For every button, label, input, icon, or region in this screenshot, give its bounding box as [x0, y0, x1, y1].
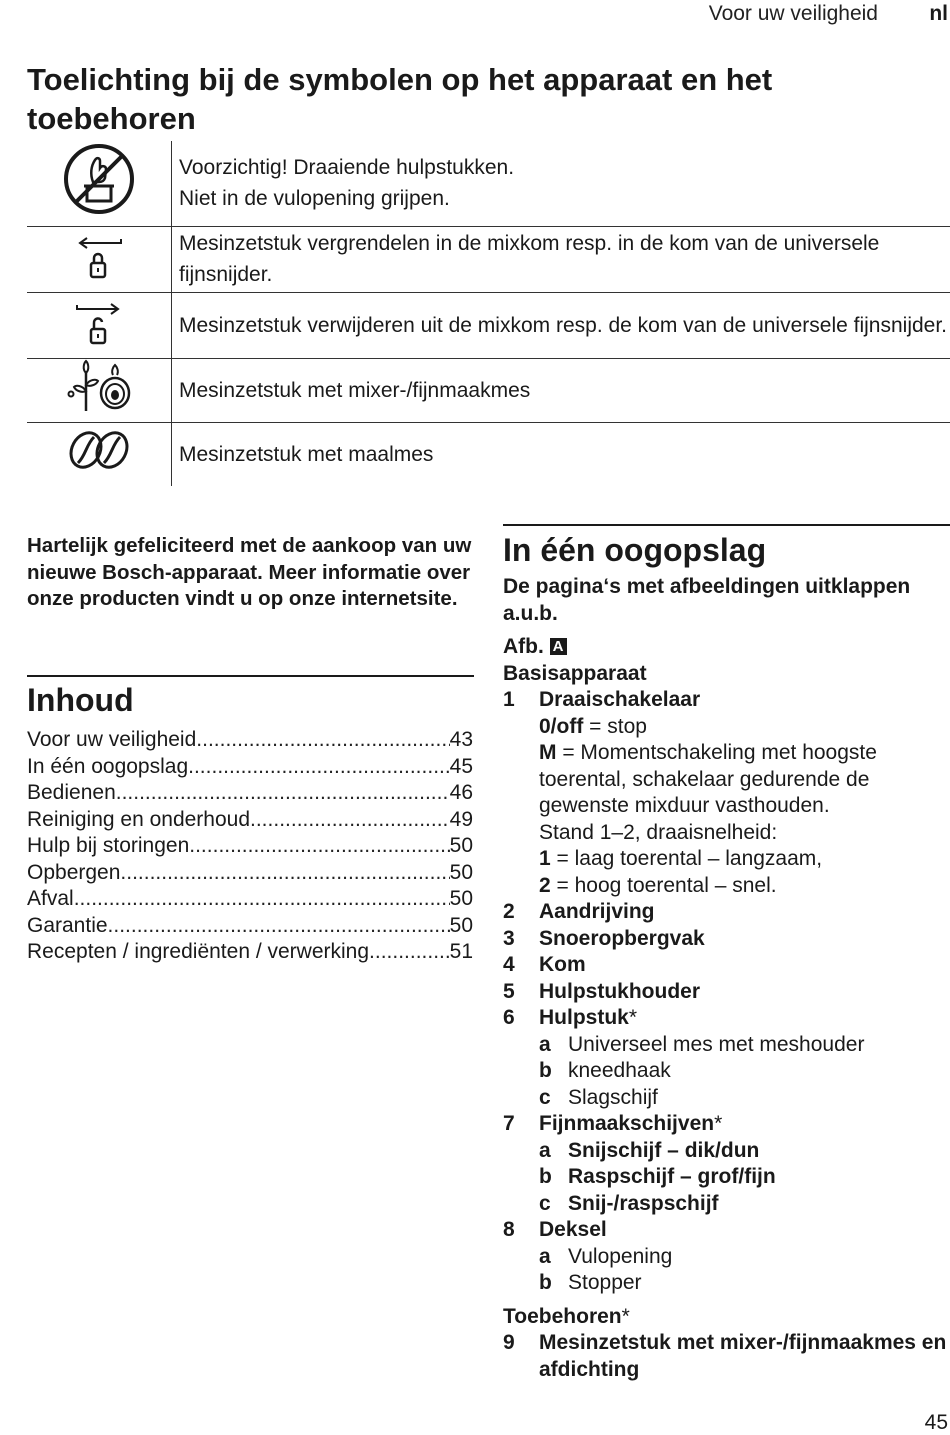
toc-entry[interactable]: [27, 727, 473, 754]
part-description: [503, 714, 950, 741]
symbol-text-line: Mesinzetstuk met mixer-/fijnmaakmes: [179, 375, 950, 406]
sub-part-letter: b: [539, 1164, 552, 1191]
toc-entry-label: Recepten / ingrediënten / verwerking: [27, 939, 369, 966]
part-label: Aandrijving: [539, 900, 655, 923]
intro-text: Hartelijk gefeliciteerd met de aankoop van uw nieuwe Bosch-apparaat. Meer informatie over onze producten vindt u op onze internetsite.: [27, 533, 477, 613]
toc-entry-label: Opbergen: [27, 860, 120, 887]
part-number: 8: [503, 1217, 515, 1244]
page-number: 45: [925, 1411, 948, 1435]
sub-part-label: Slagschijf: [568, 1086, 658, 1109]
figure-letter-badge: A: [550, 638, 567, 655]
part-label: Mesinzetstuk met mixer-/fijnmaakmes en afdichting: [539, 1331, 946, 1381]
sub-part-item: [503, 1164, 950, 1191]
part-item: [503, 952, 950, 979]
symbol-row: [27, 422, 950, 486]
part-item: [503, 1111, 950, 1138]
switch-description: = laag toerental – langzaam,: [551, 847, 822, 870]
symbol-description: [172, 226, 950, 292]
glance-heading: In één oogopslag: [503, 532, 766, 569]
switch-key: 2: [539, 874, 551, 897]
symbol-table: [27, 141, 950, 486]
sub-part-label: Raspschijf – grof/fijn: [568, 1165, 776, 1188]
switch-key: M: [539, 741, 557, 764]
part-number: 9: [503, 1330, 515, 1357]
part-item: [503, 1217, 950, 1244]
toc-leader: [116, 780, 450, 807]
toc-entry[interactable]: [27, 833, 473, 860]
herb-onion-icon: [62, 359, 136, 413]
symbol-text-line: Voorzichtig! Draaiende hulpstukken.: [179, 152, 950, 183]
section-rule-glance: [503, 524, 950, 526]
contents-heading: Inhoud: [27, 682, 134, 719]
symbol-row: [27, 141, 950, 226]
symbol-row: [27, 292, 950, 358]
toc-leader: [369, 939, 450, 966]
toc-leader: [108, 913, 450, 940]
coffee-beans-icon: [66, 429, 132, 471]
switch-key: 1: [539, 847, 551, 870]
toc-entry-page: 46: [450, 780, 473, 807]
figure-reference: [503, 634, 950, 661]
sub-part-letter: c: [539, 1191, 551, 1218]
symbol-icon-cell: [27, 358, 172, 422]
sub-part-letter: b: [539, 1270, 552, 1297]
symbol-icon-cell: [27, 292, 172, 358]
symbol-icon-cell: [27, 422, 172, 486]
sub-part-label: Stopper: [568, 1271, 642, 1294]
part-label: Hulpstuk: [539, 1006, 629, 1029]
sub-part-letter: a: [539, 1032, 551, 1059]
toc-entry[interactable]: [27, 780, 473, 807]
toc-leader: [189, 833, 449, 860]
sub-part-letter: b: [539, 1058, 552, 1085]
sub-part-letter: c: [539, 1085, 551, 1112]
part-item: [503, 1005, 950, 1032]
toc-entry-page: 50: [450, 833, 473, 860]
sub-part-item: [503, 1085, 950, 1112]
part-label: Snoeropbergvak: [539, 927, 705, 950]
optional-marker: *: [714, 1112, 722, 1135]
part-item: [503, 979, 950, 1006]
lock-arrow-icon: [69, 227, 129, 283]
toc-leader: [74, 886, 450, 913]
optional-marker: *: [629, 1006, 637, 1029]
toc-leader: [188, 754, 450, 781]
sub-part-item: [503, 1058, 950, 1085]
page-title: Toelichting bij de symbolen op het apparaat en het toebehoren: [27, 60, 927, 138]
sub-part-letter: a: [539, 1138, 551, 1165]
part-label: Hulpstukhouder: [539, 980, 700, 1003]
sub-part-letter: a: [539, 1244, 551, 1271]
sub-part-item: [503, 1032, 950, 1059]
toc-entry[interactable]: [27, 939, 473, 966]
figure-label: Afb.: [503, 635, 544, 658]
switch-description: = stop: [583, 715, 647, 738]
symbol-text-line: Mesinzetstuk vergrendelen in de mixkom resp. in de kom van de universele fijnsnijder.: [179, 228, 950, 290]
part-label: Deksel: [539, 1218, 607, 1241]
optional-marker: *: [622, 1305, 630, 1328]
running-header-language: nl: [929, 2, 948, 26]
sub-part-item: [503, 1138, 950, 1165]
toc-entry-page: 50: [450, 913, 473, 940]
part-number: 3: [503, 926, 515, 953]
toc-entry-page: 51: [450, 939, 473, 966]
toc-entry-label: Voor uw veiligheid: [27, 727, 196, 754]
toc-entry-page: 49: [450, 807, 473, 834]
part-description: Stand 1–2, draaisnelheid:: [503, 820, 950, 847]
toc-entry[interactable]: [27, 886, 473, 913]
switch-key: 0/off: [539, 715, 583, 738]
part-number: 5: [503, 979, 515, 1006]
symbol-row: [27, 226, 950, 292]
part-description: [503, 846, 950, 873]
toc-entry-page: 50: [450, 860, 473, 887]
toc-entry-page: 50: [450, 886, 473, 913]
accessories-heading: [503, 1304, 950, 1331]
part-label: Fijnmaakschijven: [539, 1112, 714, 1135]
symbol-icon-cell: [27, 226, 172, 292]
toc-entry-label: Garantie: [27, 913, 108, 940]
toc-entry[interactable]: [27, 913, 473, 940]
running-header-section: Voor uw veiligheid: [709, 2, 878, 26]
no-hand-in-opening-icon: [62, 142, 136, 216]
toc-entry-page: 43: [450, 727, 473, 754]
section-rule-contents: [27, 675, 474, 677]
part-item: [503, 687, 950, 714]
symbol-text-line: Niet in de vulopening grijpen.: [179, 183, 950, 214]
sub-part-label: Snijschijf – dik/dun: [568, 1139, 759, 1162]
toc-entry[interactable]: [27, 807, 473, 834]
glance-subheading: De pagina‘s met afbeeldingen uitklappen a.u.b.: [503, 574, 950, 627]
part-number: 7: [503, 1111, 515, 1138]
toc-entry-page: 45: [450, 754, 473, 781]
symbol-description: [172, 141, 950, 226]
sub-part-label: Universeel mes met meshouder: [568, 1033, 864, 1056]
symbol-text-line: Mesinzetstuk met maalmes: [179, 439, 950, 470]
symbol-text-line: Mesinzetstuk verwijderen uit de mixkom resp. de kom van de universele fijnsnijder.: [179, 310, 950, 341]
switch-description: = Momentschakeling met hoogste toerental, schakelaar gedurende de gewenste mixduur vasthouden.: [539, 741, 877, 817]
sub-part-item: [503, 1270, 950, 1297]
toc-entry[interactable]: [27, 754, 473, 781]
part-description: [503, 873, 950, 900]
sub-part-label: Vulopening: [568, 1245, 672, 1268]
symbol-row: [27, 358, 950, 422]
part-description: [503, 740, 950, 820]
switch-description: = hoog toerental – snel.: [551, 874, 777, 897]
toc-leader: [196, 727, 449, 754]
toc-leader: [250, 807, 450, 834]
toc-entry[interactable]: [27, 860, 473, 887]
symbol-description: [172, 292, 950, 358]
toc-entry-label: Reiniging en onderhoud: [27, 807, 250, 834]
parts-list: [503, 574, 950, 1383]
toc-entry-label: Hulp bij storingen: [27, 833, 189, 860]
toc-entry-label: Afval: [27, 886, 74, 913]
part-number: 6: [503, 1005, 515, 1032]
sub-part-item: [503, 1191, 950, 1218]
part-label: Draaischakelaar: [539, 688, 700, 711]
basis-heading: Basisapparaat: [503, 661, 950, 688]
part-label: Kom: [539, 953, 586, 976]
symbol-description: [172, 422, 950, 486]
part-number: 4: [503, 952, 515, 979]
toc-entry-label: Bedienen: [27, 780, 116, 807]
sub-part-label: kneedhaak: [568, 1059, 671, 1082]
unlock-arrow-icon: [69, 293, 129, 349]
part-number: 2: [503, 899, 515, 926]
sub-part-item: [503, 1244, 950, 1271]
part-number: 1: [503, 687, 515, 714]
toc-leader: [120, 860, 449, 887]
symbol-icon-cell: [27, 141, 172, 226]
toc-entry-label: In één oogopslag: [27, 754, 188, 781]
part-item: [503, 1330, 950, 1383]
part-item: [503, 926, 950, 953]
symbol-description: [172, 358, 950, 422]
table-of-contents: [27, 727, 473, 966]
part-item: [503, 899, 950, 926]
accessories-label: Toebehoren: [503, 1305, 622, 1328]
sub-part-label: Snij-/raspschijf: [568, 1192, 719, 1215]
